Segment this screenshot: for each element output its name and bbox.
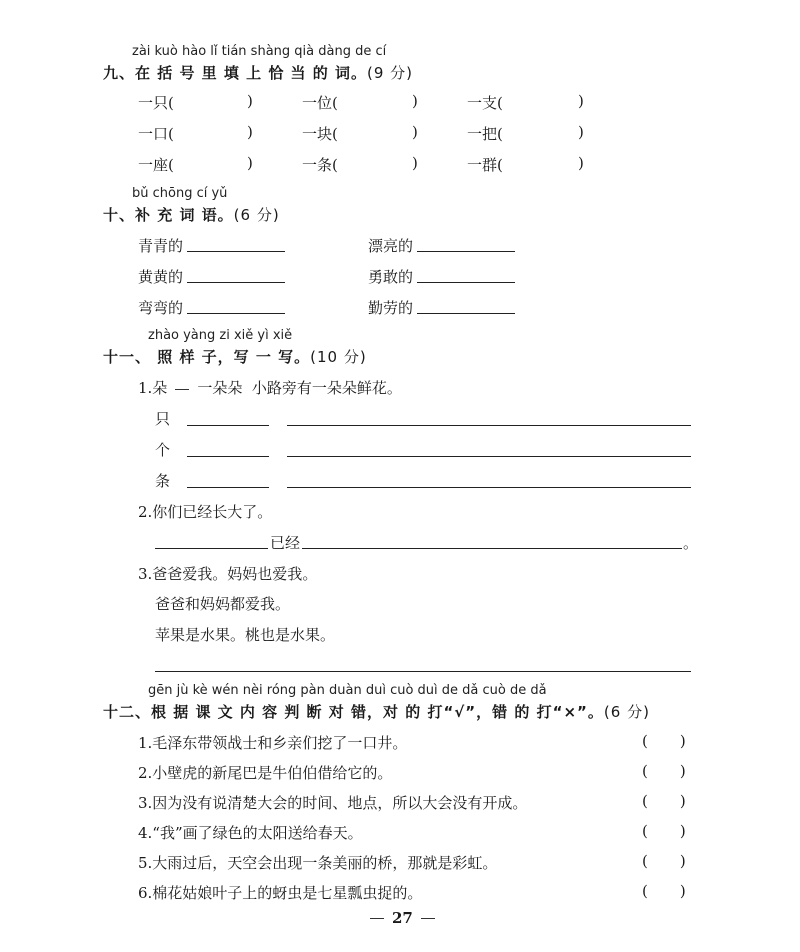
q9-item: 一位( (302, 94, 338, 112)
q12-item: 4.“我”画了绿色的太阳送给春天。 (138, 824, 363, 842)
q11-ex1-word: 一朵朵 (197, 379, 243, 397)
q11-word-line[interactable] (187, 456, 269, 457)
q10-heading (103, 204, 280, 225)
q9-paren-close: ) (578, 123, 584, 141)
q12-item: 1.毛泽东带领战士和乡亲们挖了一口井。 (138, 734, 408, 752)
q12-title: 十二、根 据 课 文 内 容 判 断 对 错，对 的 打“√”，错 的 打“×”。 (103, 703, 604, 721)
q12-answer-box[interactable]: ( ) (642, 732, 686, 750)
q10-title: 十、补 充 词 语。 (103, 206, 234, 224)
q11-word-line[interactable] (187, 487, 269, 488)
q12-item: 5.大雨过后，天空会出现一条美丽的桥，那就是彩虹。 (138, 854, 498, 872)
q11-ex3-example: 爸爸和妈妈都爱我。 (155, 595, 291, 613)
q10-item: 青青的 (138, 237, 184, 255)
q10-item: 弯弯的 (138, 299, 184, 317)
page-number: 27 (392, 909, 413, 927)
q12-answer-box[interactable]: ( ) (642, 822, 686, 840)
q11-score: (10 分) (310, 348, 367, 366)
q10-item: 黄黄的 (138, 268, 184, 286)
q12-heading (103, 701, 650, 722)
q9-item: 一座( (138, 156, 174, 174)
q11-ex2-line-start[interactable] (155, 548, 268, 549)
q10-item: 漂亮的 (368, 237, 414, 255)
q12-score: (6 分) (603, 703, 650, 721)
q9-item: 一口( (138, 125, 174, 143)
dash-icon (421, 918, 435, 919)
q9-item: 一把( (467, 125, 503, 143)
q9-heading (103, 62, 413, 83)
q11-title: 十一、 照 样 子，写 一 写。 (103, 348, 311, 366)
q9-paren-close: ) (412, 123, 418, 141)
q9-score: (9 分) (367, 64, 414, 82)
q12-answer-box[interactable]: ( ) (642, 852, 686, 870)
q10-answer-line[interactable] (417, 251, 515, 252)
q9-item: 一支( (467, 94, 503, 112)
q11-ex3-line[interactable] (155, 671, 691, 672)
q9-item: 一块( (302, 125, 338, 143)
q11-ex3-prompt: 苹果是水果。桃也是水果。 (155, 626, 336, 644)
q10-answer-line[interactable] (417, 282, 515, 283)
q12-item: 2.小壁虎的新尾巴是牛伯伯借给它的。 (138, 764, 393, 782)
q11-ex1-sentence: 小路旁有一朵朵鲜花。 (251, 379, 402, 397)
q11-ex1 (138, 377, 402, 398)
q10-item: 勤劳的 (368, 299, 414, 317)
q9-paren-close: ) (247, 123, 253, 141)
q12-item: 3.因为没有说清楚大会的时间、地点，所以大会没有开成。 (138, 794, 528, 812)
q11-sentence-line[interactable] (287, 425, 691, 426)
q11-sentence-line[interactable] (287, 487, 691, 488)
q11-heading (103, 346, 367, 367)
q12-answer-box[interactable]: ( ) (642, 792, 686, 810)
q9-pinyin: zài kuò hào lǐ tián shàng qià dàng de cí (132, 44, 387, 59)
q10-item: 勇敢的 (368, 268, 414, 286)
dash-icon (370, 918, 384, 919)
q9-item: 一群( (467, 156, 503, 174)
q12-answer-box[interactable]: ( ) (642, 882, 686, 900)
q10-answer-line[interactable] (187, 251, 285, 252)
q11-ex2-mid: 已经 (270, 534, 301, 552)
q11-ex1-char: 条 (155, 472, 171, 490)
q11-ex2-label: 2.你们已经长大了。 (138, 503, 273, 521)
q9-paren-close: ) (578, 154, 584, 172)
q12-item: 6.棉花姑娘叶子上的蚜虫是七星瓢虫捉的。 (138, 884, 423, 902)
q11-ex1-char: 只 (155, 410, 171, 428)
q11-ex3-label: 3.爸爸爱我。妈妈也爱我。 (138, 565, 318, 583)
q11-ex1-char: 个 (155, 441, 171, 459)
q10-answer-line[interactable] (417, 313, 515, 314)
q11-sentence-line[interactable] (287, 456, 691, 457)
q11-pinyin: zhào yàng zi xiě yì xiě (148, 328, 293, 343)
q11-ex2-line-end[interactable] (302, 548, 682, 549)
q9-item: 一只( (138, 94, 174, 112)
q9-title: 九、在 括 号 里 填 上 恰 当 的 词。 (103, 64, 368, 82)
q10-answer-line[interactable] (187, 313, 285, 314)
q9-paren-close: ) (247, 154, 253, 172)
q9-paren-close: ) (578, 92, 584, 110)
q9-item: 一条( (302, 156, 338, 174)
q12-pinyin: gēn jù kè wén nèi róng pàn duàn duì cuò duì de dǎ cuò de dǎ (148, 683, 547, 698)
q10-answer-line[interactable] (187, 282, 285, 283)
q9-paren-close: ) (412, 92, 418, 110)
page-footer (362, 908, 443, 927)
q10-pinyin: bǔ chōng cí yǔ (132, 186, 228, 201)
q11-word-line[interactable] (187, 425, 269, 426)
dash-icon (175, 389, 189, 390)
q10-score: (6 分) (233, 206, 280, 224)
q9-paren-close: ) (412, 154, 418, 172)
q11-ex2-end: 。 (683, 534, 699, 552)
q12-answer-box[interactable]: ( ) (642, 762, 686, 780)
q9-paren-close: ) (247, 92, 253, 110)
q11-ex1-label: 1.朵 (138, 379, 168, 397)
